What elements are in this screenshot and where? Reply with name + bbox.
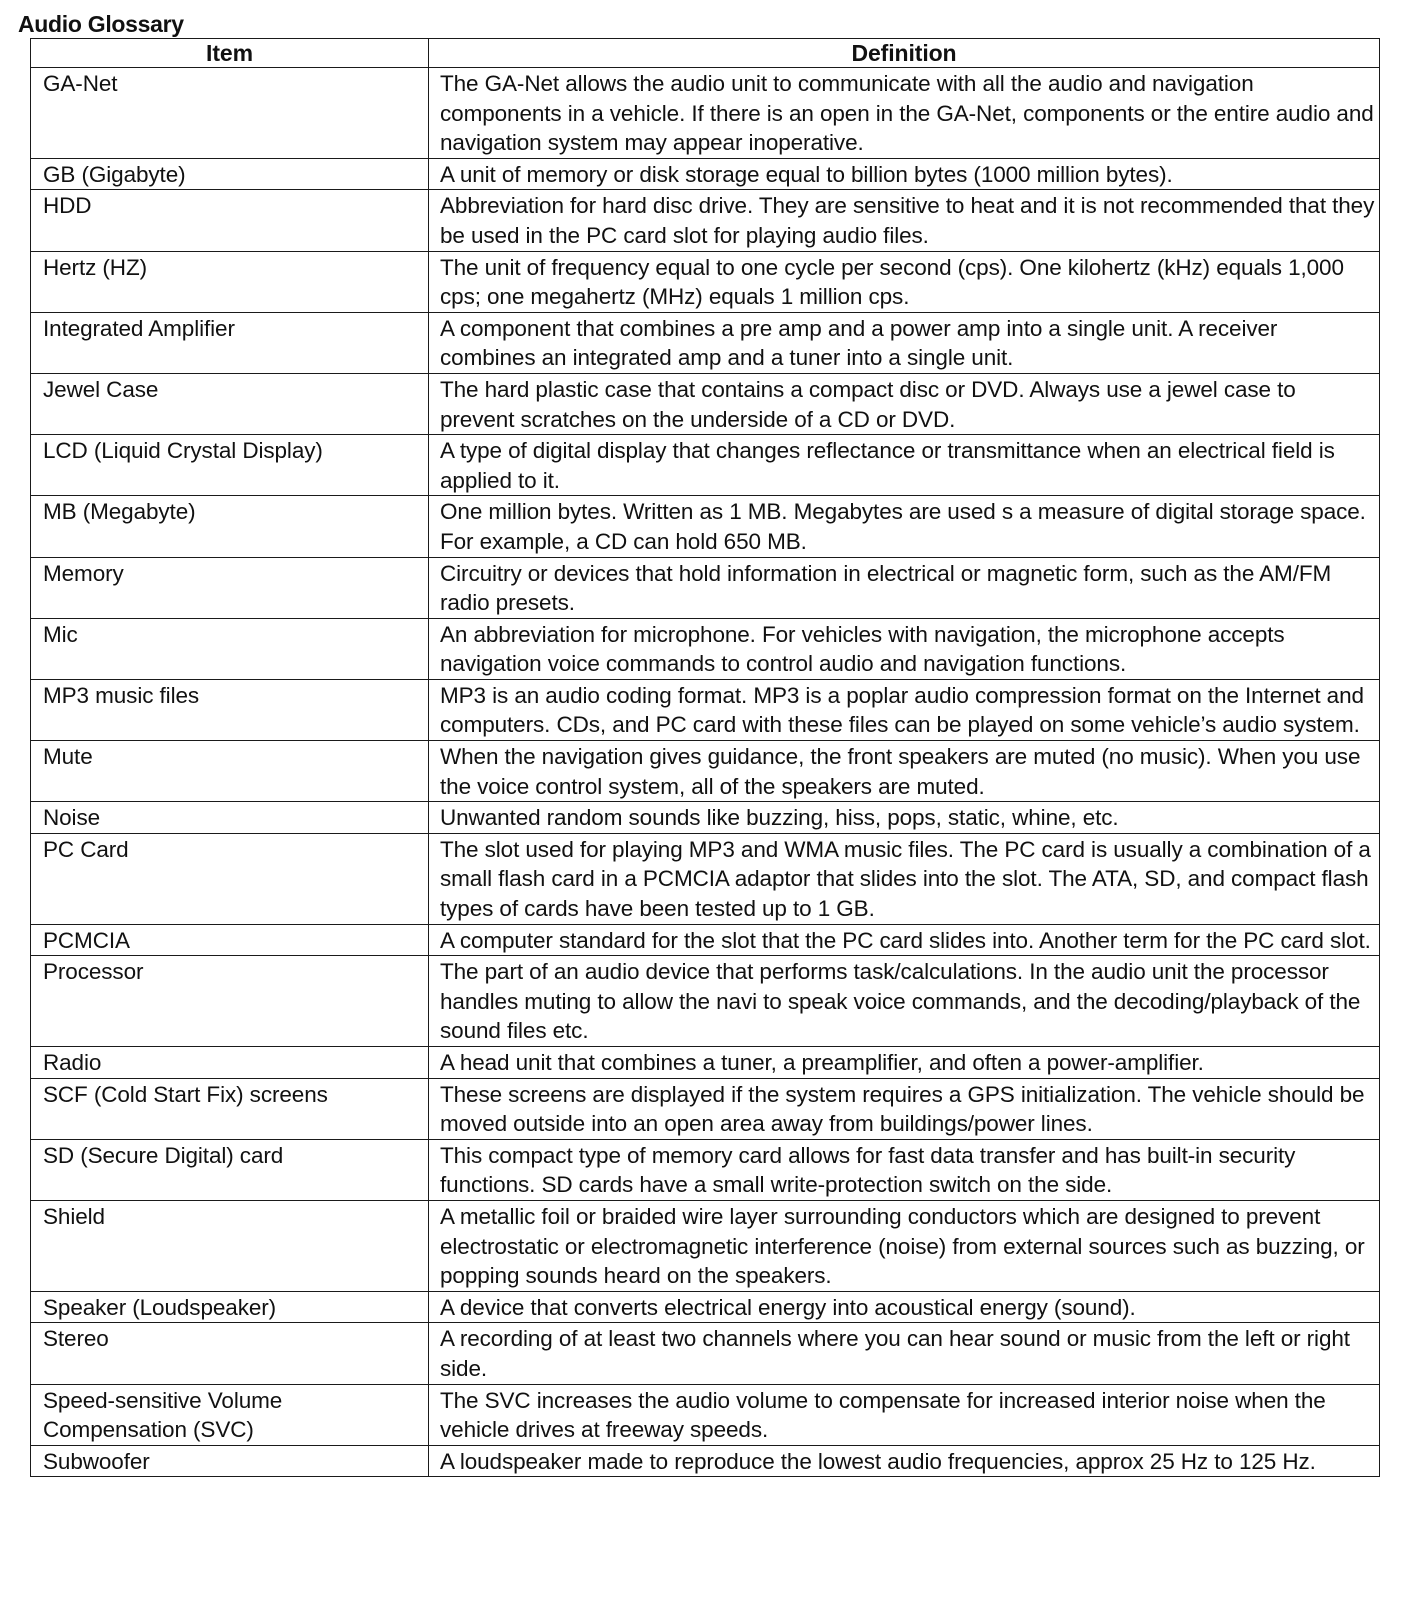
definition-cell: A computer standard for the slot that the PC card slides into. Another term for the PC card slot.: [429, 924, 1380, 956]
term-cell: Memory: [31, 557, 429, 618]
table-row: [31, 190, 1380, 251]
definition-cell: A component that combines a pre amp and a power amp into a single unit. A receiver combines an integrated amp and a tuner into a single unit.: [429, 312, 1380, 373]
definition-cell: Unwanted random sounds like buzzing, hiss, pops, static, whine, etc.: [429, 802, 1380, 834]
table-row: [31, 833, 1380, 924]
definition-cell: This compact type of memory card allows for fast data transfer and has built-in security functions. SD cards have a small write-protection switch on the side.: [429, 1139, 1380, 1200]
term-cell: SD (Secure Digital) card: [31, 1139, 429, 1200]
definition-cell: The part of an audio device that performs task/calculations. In the audio unit the processor handles muting to allow the navi to speak voice commands, and the decoding/playback of the sound files etc.: [429, 956, 1380, 1047]
definition-cell: The unit of frequency equal to one cycle per second (cps). One kilohertz (kHz) equals 1,000 cps; one megahertz (MHz) equals 1 million cps.: [429, 251, 1380, 312]
definition-cell: A metallic foil or braided wire layer surrounding conductors which are designed to prevent electrostatic or electromagnetic interference (noise) from external sources such as buzzing, or popping sounds heard on the speakers.: [429, 1200, 1380, 1291]
table-row: [31, 251, 1380, 312]
term-cell: GB (Gigabyte): [31, 158, 429, 190]
table-row: [31, 312, 1380, 373]
term-cell: Integrated Amplifier: [31, 312, 429, 373]
term-cell: Radio: [31, 1047, 429, 1079]
term-cell: Shield: [31, 1200, 429, 1291]
table-row: [31, 802, 1380, 834]
table-row: [31, 158, 1380, 190]
term-cell: Mic: [31, 618, 429, 679]
term-cell: GA-Net: [31, 68, 429, 159]
table-row: [31, 1323, 1380, 1384]
page-title: Audio Glossary: [18, 11, 184, 37]
definition-cell: An abbreviation for microphone. For vehicles with navigation, the microphone accepts navigation voice commands to control audio and navigation functions.: [429, 618, 1380, 679]
definition-cell: Abbreviation for hard disc drive. They are sensitive to heat and it is not recommended that they be used in the PC card slot for playing audio files.: [429, 190, 1380, 251]
definition-cell: Circuitry or devices that hold information in electrical or magnetic form, such as the AM/FM radio presets.: [429, 557, 1380, 618]
definition-cell: The GA-Net allows the audio unit to communicate with all the audio and navigation components in a vehicle. If there is an open in the GA-Net, components or the entire audio and navigation system may appear inoperative.: [429, 68, 1380, 159]
table-row: [31, 68, 1380, 159]
table-row: [31, 741, 1380, 802]
table-body: [31, 68, 1380, 1477]
table-row: [31, 1139, 1380, 1200]
term-cell: Processor: [31, 956, 429, 1047]
definition-cell: One million bytes. Written as 1 MB. Megabytes are used s a measure of digital storage space. For example, a CD can hold 650 MB.: [429, 496, 1380, 557]
table-row: [31, 373, 1380, 434]
glossary-table: [30, 38, 1380, 1477]
table-row: [31, 1200, 1380, 1291]
term-cell: Speaker (Loudspeaker): [31, 1291, 429, 1323]
table-row: [31, 496, 1380, 557]
table-row: [31, 679, 1380, 740]
definition-cell: MP3 is an audio coding format. MP3 is a poplar audio compression format on the Internet and computers. CDs, and PC card with these files can be played on some vehicle’s audio system.: [429, 679, 1380, 740]
definition-cell: When the navigation gives guidance, the front speakers are muted (no music). When you use the voice control system, all of the speakers are muted.: [429, 741, 1380, 802]
definition-cell: A device that converts electrical energy into acoustical energy (sound).: [429, 1291, 1380, 1323]
table-row: [31, 1078, 1380, 1139]
term-cell: Hertz (HZ): [31, 251, 429, 312]
term-cell: Subwoofer: [31, 1445, 429, 1477]
column-header-item: Item: [31, 39, 429, 68]
term-cell: PCMCIA: [31, 924, 429, 956]
table-row: [31, 1445, 1380, 1477]
term-cell: Noise: [31, 802, 429, 834]
table-row: [31, 618, 1380, 679]
definition-cell: These screens are displayed if the system requires a GPS initialization. The vehicle should be moved outside into an open area away from buildings/power lines.: [429, 1078, 1380, 1139]
table-row: [31, 924, 1380, 956]
column-header-definition: Definition: [429, 39, 1380, 68]
table-row: [31, 1384, 1380, 1445]
table-row: [31, 557, 1380, 618]
table-row: [31, 1047, 1380, 1079]
term-cell: PC Card: [31, 833, 429, 924]
term-cell: SCF (Cold Start Fix) screens: [31, 1078, 429, 1139]
table-row: [31, 956, 1380, 1047]
table-row: [31, 435, 1380, 496]
table-row: [31, 1291, 1380, 1323]
term-cell: LCD (Liquid Crystal Display): [31, 435, 429, 496]
term-cell: MP3 music files: [31, 679, 429, 740]
term-cell: HDD: [31, 190, 429, 251]
term-cell: Stereo: [31, 1323, 429, 1384]
term-cell: Jewel Case: [31, 373, 429, 434]
header-row: [31, 39, 1380, 68]
definition-cell: The slot used for playing MP3 and WMA music files. The PC card is usually a combination of a small flash card in a PCMCIA adaptor that slides into the slot. The ATA, SD, and compact flash types of cards have been tested up to 1 GB.: [429, 833, 1380, 924]
definition-cell: The hard plastic case that contains a compact disc or DVD. Always use a jewel case to prevent scratches on the underside of a CD or DVD.: [429, 373, 1380, 434]
term-cell: Speed-sensitive Volume Compensation (SVC): [31, 1384, 429, 1445]
definition-cell: A unit of memory or disk storage equal to billion bytes (1000 million bytes).: [429, 158, 1380, 190]
table-header: [31, 39, 1380, 68]
definition-cell: The SVC increases the audio volume to compensate for increased interior noise when the vehicle drives at freeway speeds.: [429, 1384, 1380, 1445]
definition-cell: A type of digital display that changes reflectance or transmittance when an electrical field is applied to it.: [429, 435, 1380, 496]
definition-cell: A loudspeaker made to reproduce the lowest audio frequencies, approx 25 Hz to 125 Hz.: [429, 1445, 1380, 1477]
term-cell: MB (Megabyte): [31, 496, 429, 557]
term-cell: Mute: [31, 741, 429, 802]
definition-cell: A recording of at least two channels where you can hear sound or music from the left or right side.: [429, 1323, 1380, 1384]
definition-cell: A head unit that combines a tuner, a preamplifier, and often a power-amplifier.: [429, 1047, 1380, 1079]
